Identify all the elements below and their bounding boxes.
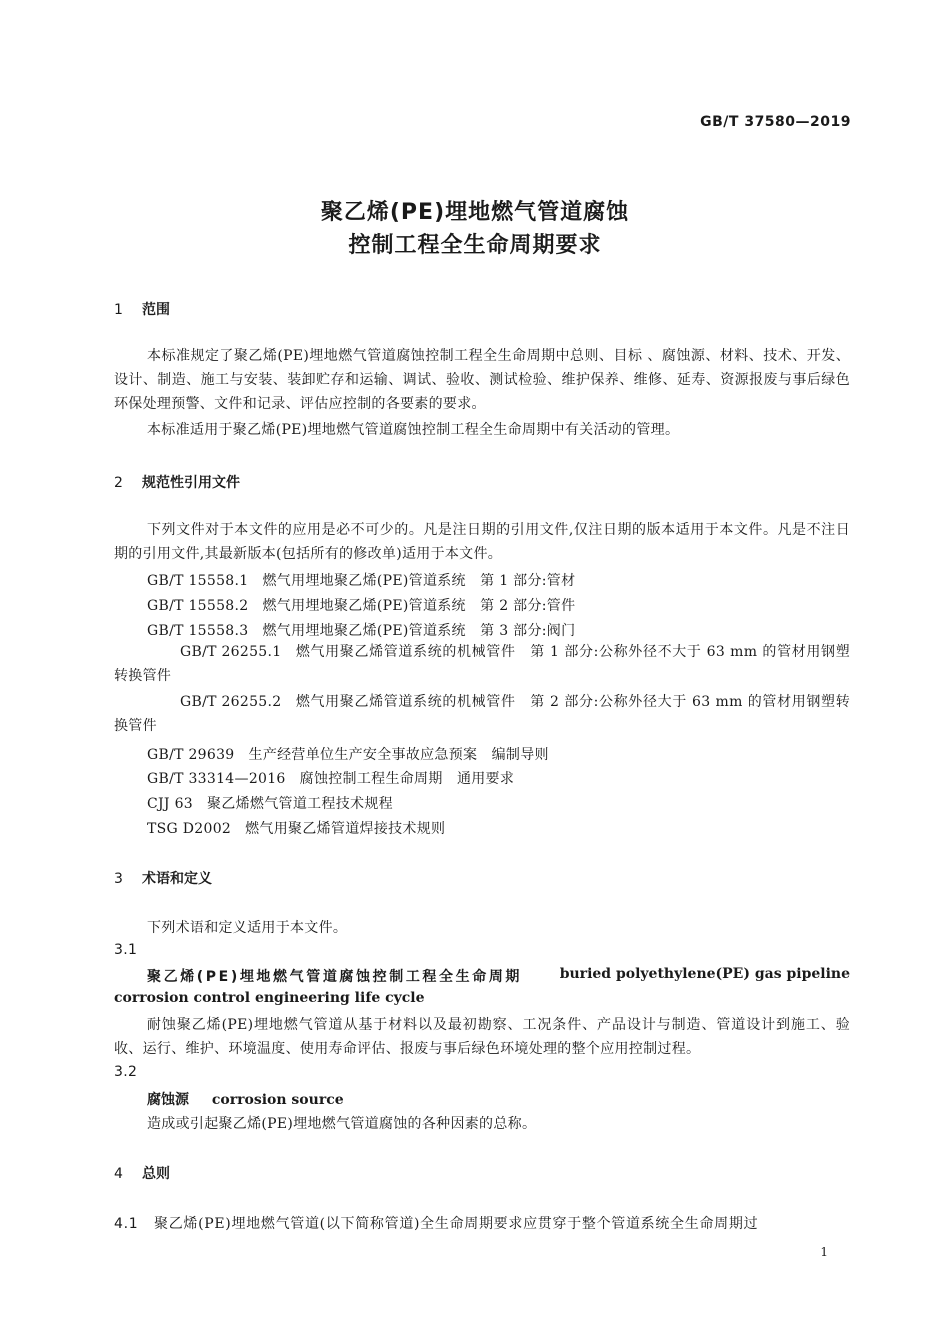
section-title: 范围 (142, 302, 170, 318)
document-title-line1: 聚乙烯(PE)埋地燃气管道腐蚀 (320, 200, 630, 225)
reference-item (147, 818, 850, 838)
term-chinese: 腐蚀源 (147, 1092, 189, 1108)
section-1-paragraph-2: 本标准适用于聚乙烯(PE)埋地燃气管道腐蚀控制工程全生命周期中有关活动的管理。 (147, 422, 680, 438)
reference-code: TSG D2002 (147, 821, 232, 837)
reference-item (147, 744, 850, 764)
term-definition: 耐蚀聚乙烯(PE)埋地燃气管道从基于材料以及最初勘察、工况条件、产品设计与制造、管道设计到施工、验收、运行、维护、环境温度、使用寿命评估、报废与事后绿色环境处理的整个应用控制过程。 (114, 1017, 850, 1057)
reference-code: CJJ 63 (147, 796, 194, 812)
clause-number: 4.1 (114, 1216, 139, 1232)
reference-code: GB/T 26255.2 (180, 694, 282, 710)
section-number: 4 (114, 1166, 123, 1182)
section-number: 2 (114, 475, 123, 491)
section-title: 术语和定义 (142, 871, 212, 887)
reference-title: 腐蚀控制工程生命周期 通用要求 (299, 771, 515, 787)
term-english: corrosion source (211, 1092, 344, 1108)
section-number: 1 (114, 302, 123, 318)
standard-code: GB/T 37580—2019 (700, 114, 851, 130)
term-definition: 造成或引起聚乙烯(PE)埋地燃气管道腐蚀的各种因素的总称。 (147, 1116, 537, 1132)
document-title-line2: 控制工程全生命周期要求 (348, 233, 602, 258)
reference-item (114, 640, 850, 688)
section-2-intro: 下列文件对于本文件的应用是必不可少的。凡是注日期的引用文件,仅注日期的版本适用于本文件。凡是不注日期的引用文件,其最新版本(包括所有的修改单)适用于本文件。 (114, 522, 850, 562)
reference-title: 燃气用聚乙烯管道焊接技术规则 (245, 821, 446, 837)
section-title: 总则 (142, 1166, 170, 1182)
reference-title: 燃气用埋地聚乙烯(PE)管道系统 第 1 部分:管材 (262, 573, 576, 589)
reference-title: 生产经营单位生产安全事故应急预案 编制导则 (248, 747, 549, 763)
reference-code: GB/T 15558.3 (147, 623, 249, 639)
reference-item (147, 793, 850, 813)
section-4-heading (114, 1163, 850, 1183)
section-number: 3 (114, 871, 123, 887)
term-english-continued: corrosion control engineering life cycle (114, 990, 425, 1006)
reference-code: GB/T 33314—2016 (147, 771, 286, 787)
reference-item (147, 768, 850, 788)
term-number: 3.1 (114, 942, 138, 958)
reference-code: GB/T 15558.2 (147, 598, 249, 614)
reference-item (147, 570, 850, 590)
reference-title: 燃气用聚乙烯管道系统的机械管件 第 1 部分:公称外径不大于 63 mm 的管材用钢塑转换管件 (114, 644, 850, 684)
section-3-heading (114, 868, 850, 888)
reference-item (147, 595, 850, 615)
clause-4-1 (114, 1213, 850, 1233)
reference-title: 聚乙烯燃气管道工程技术规程 (207, 796, 393, 812)
term-number: 3.2 (114, 1064, 138, 1080)
reference-title: 燃气用聚乙烯管道系统的机械管件 第 2 部分:公称外径大于 63 mm 的管材用钢塑转换管件 (114, 694, 850, 734)
section-1-paragraph-1: 本标准规定了聚乙烯(PE)埋地燃气管道腐蚀控制工程全生命周期中总则、目标 、腐蚀源、材料、技术、开发、设计、制造、施工与安装、装卸贮存和运输、调试、验收、测试检验、维护保养、维修、延寿、资源报废与事后绿色环保处理预警、文件和记录、评估应控制的各要素的要求。 (114, 348, 850, 412)
section-1-heading (114, 299, 850, 319)
section-title: 规范性引用文件 (142, 475, 240, 491)
term-heading (147, 1089, 850, 1109)
reference-item (147, 620, 850, 640)
reference-code: GB/T 15558.1 (147, 573, 249, 589)
section-2-heading (114, 472, 850, 492)
reference-title: 燃气用埋地聚乙烯(PE)管道系统 第 3 部分:阀门 (262, 623, 576, 639)
section-3-intro: 下列术语和定义适用于本文件。 (147, 920, 348, 936)
reference-title: 燃气用埋地聚乙烯(PE)管道系统 第 2 部分:管件 (262, 598, 576, 614)
term-english: buried polyethylene(PE) gas pipeline (559, 966, 850, 982)
term-heading (147, 966, 850, 986)
reference-code: GB/T 26255.1 (180, 644, 282, 660)
term-chinese: 聚乙烯(PE)埋地燃气管道腐蚀控制工程全生命周期 (147, 969, 523, 985)
reference-item (114, 690, 850, 738)
clause-text: 聚乙烯(PE)埋地燃气管道(以下简称管道)全生命周期要求应贯穿于整个管道系统全生命周期过 (154, 1216, 759, 1232)
reference-code: GB/T 29639 (147, 747, 235, 763)
page-number: 1 (820, 1245, 828, 1259)
